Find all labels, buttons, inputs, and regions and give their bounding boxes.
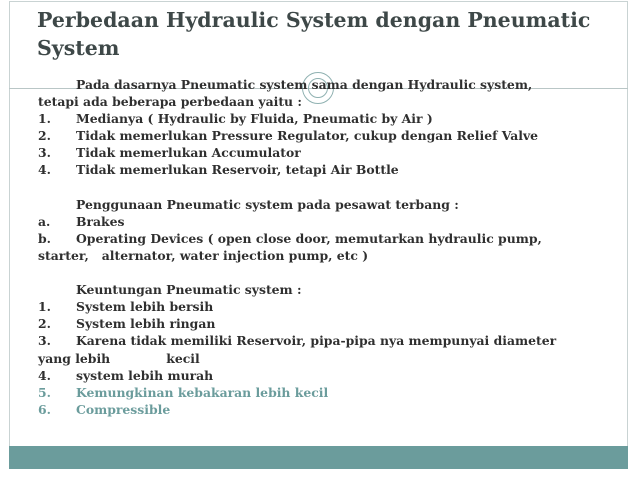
spacer bbox=[38, 264, 618, 281]
list-item: 3. Karena tidak memiliki Reservoir, pipa-pipa nya mempunyai diameter bbox=[38, 333, 557, 349]
slide-title: Perbedaan Hydraulic System dengan Pneumatic System bbox=[37, 8, 591, 60]
list-item: 6. Compressible bbox=[38, 401, 171, 417]
intro-line-cont: tetapi ada beberapa perbedaan yaitu : bbox=[38, 94, 302, 110]
list-item-cont: yang lebih kecil bbox=[38, 350, 200, 366]
intro-line: Pada dasarnya Pneumatic system sama dengan Hydraulic system, bbox=[76, 77, 533, 92]
list-item: a. Brakes bbox=[38, 213, 125, 229]
list-item: 4. Tidak memerlukan Reservoir, tetapi Air Bottle bbox=[38, 162, 399, 178]
list-item: 1. System lebih bersih bbox=[38, 299, 214, 315]
list-item: 2. System lebih ringan bbox=[38, 316, 216, 332]
list-item: 5. Kemungkinan kebakaran lebih kecil bbox=[38, 384, 329, 400]
list-item: 2. Tidak memerlukan Pressure Regulator, cukup dengan Relief Valve bbox=[38, 128, 539, 144]
section-heading: Penggunaan Pneumatic system pada pesawat terbang : bbox=[76, 196, 459, 212]
section-heading: Keuntungan Pneumatic system : bbox=[76, 282, 302, 298]
list-item: 3. Tidak memerlukan Accumulator bbox=[38, 145, 301, 161]
spacer bbox=[38, 179, 618, 196]
list-item-cont: starter, alternator, water injection pump, etc ) bbox=[38, 247, 369, 263]
footer-bar bbox=[9, 446, 628, 469]
slide-body bbox=[38, 76, 618, 418]
list-item: 1. Medianya ( Hydraulic by Fluida, Pneumatic by Air ) bbox=[38, 111, 433, 127]
list-item: b. Operating Devices ( open close door, memutarkan hydraulic pump, bbox=[38, 230, 542, 246]
list-item: 4. system lebih murah bbox=[38, 367, 214, 383]
